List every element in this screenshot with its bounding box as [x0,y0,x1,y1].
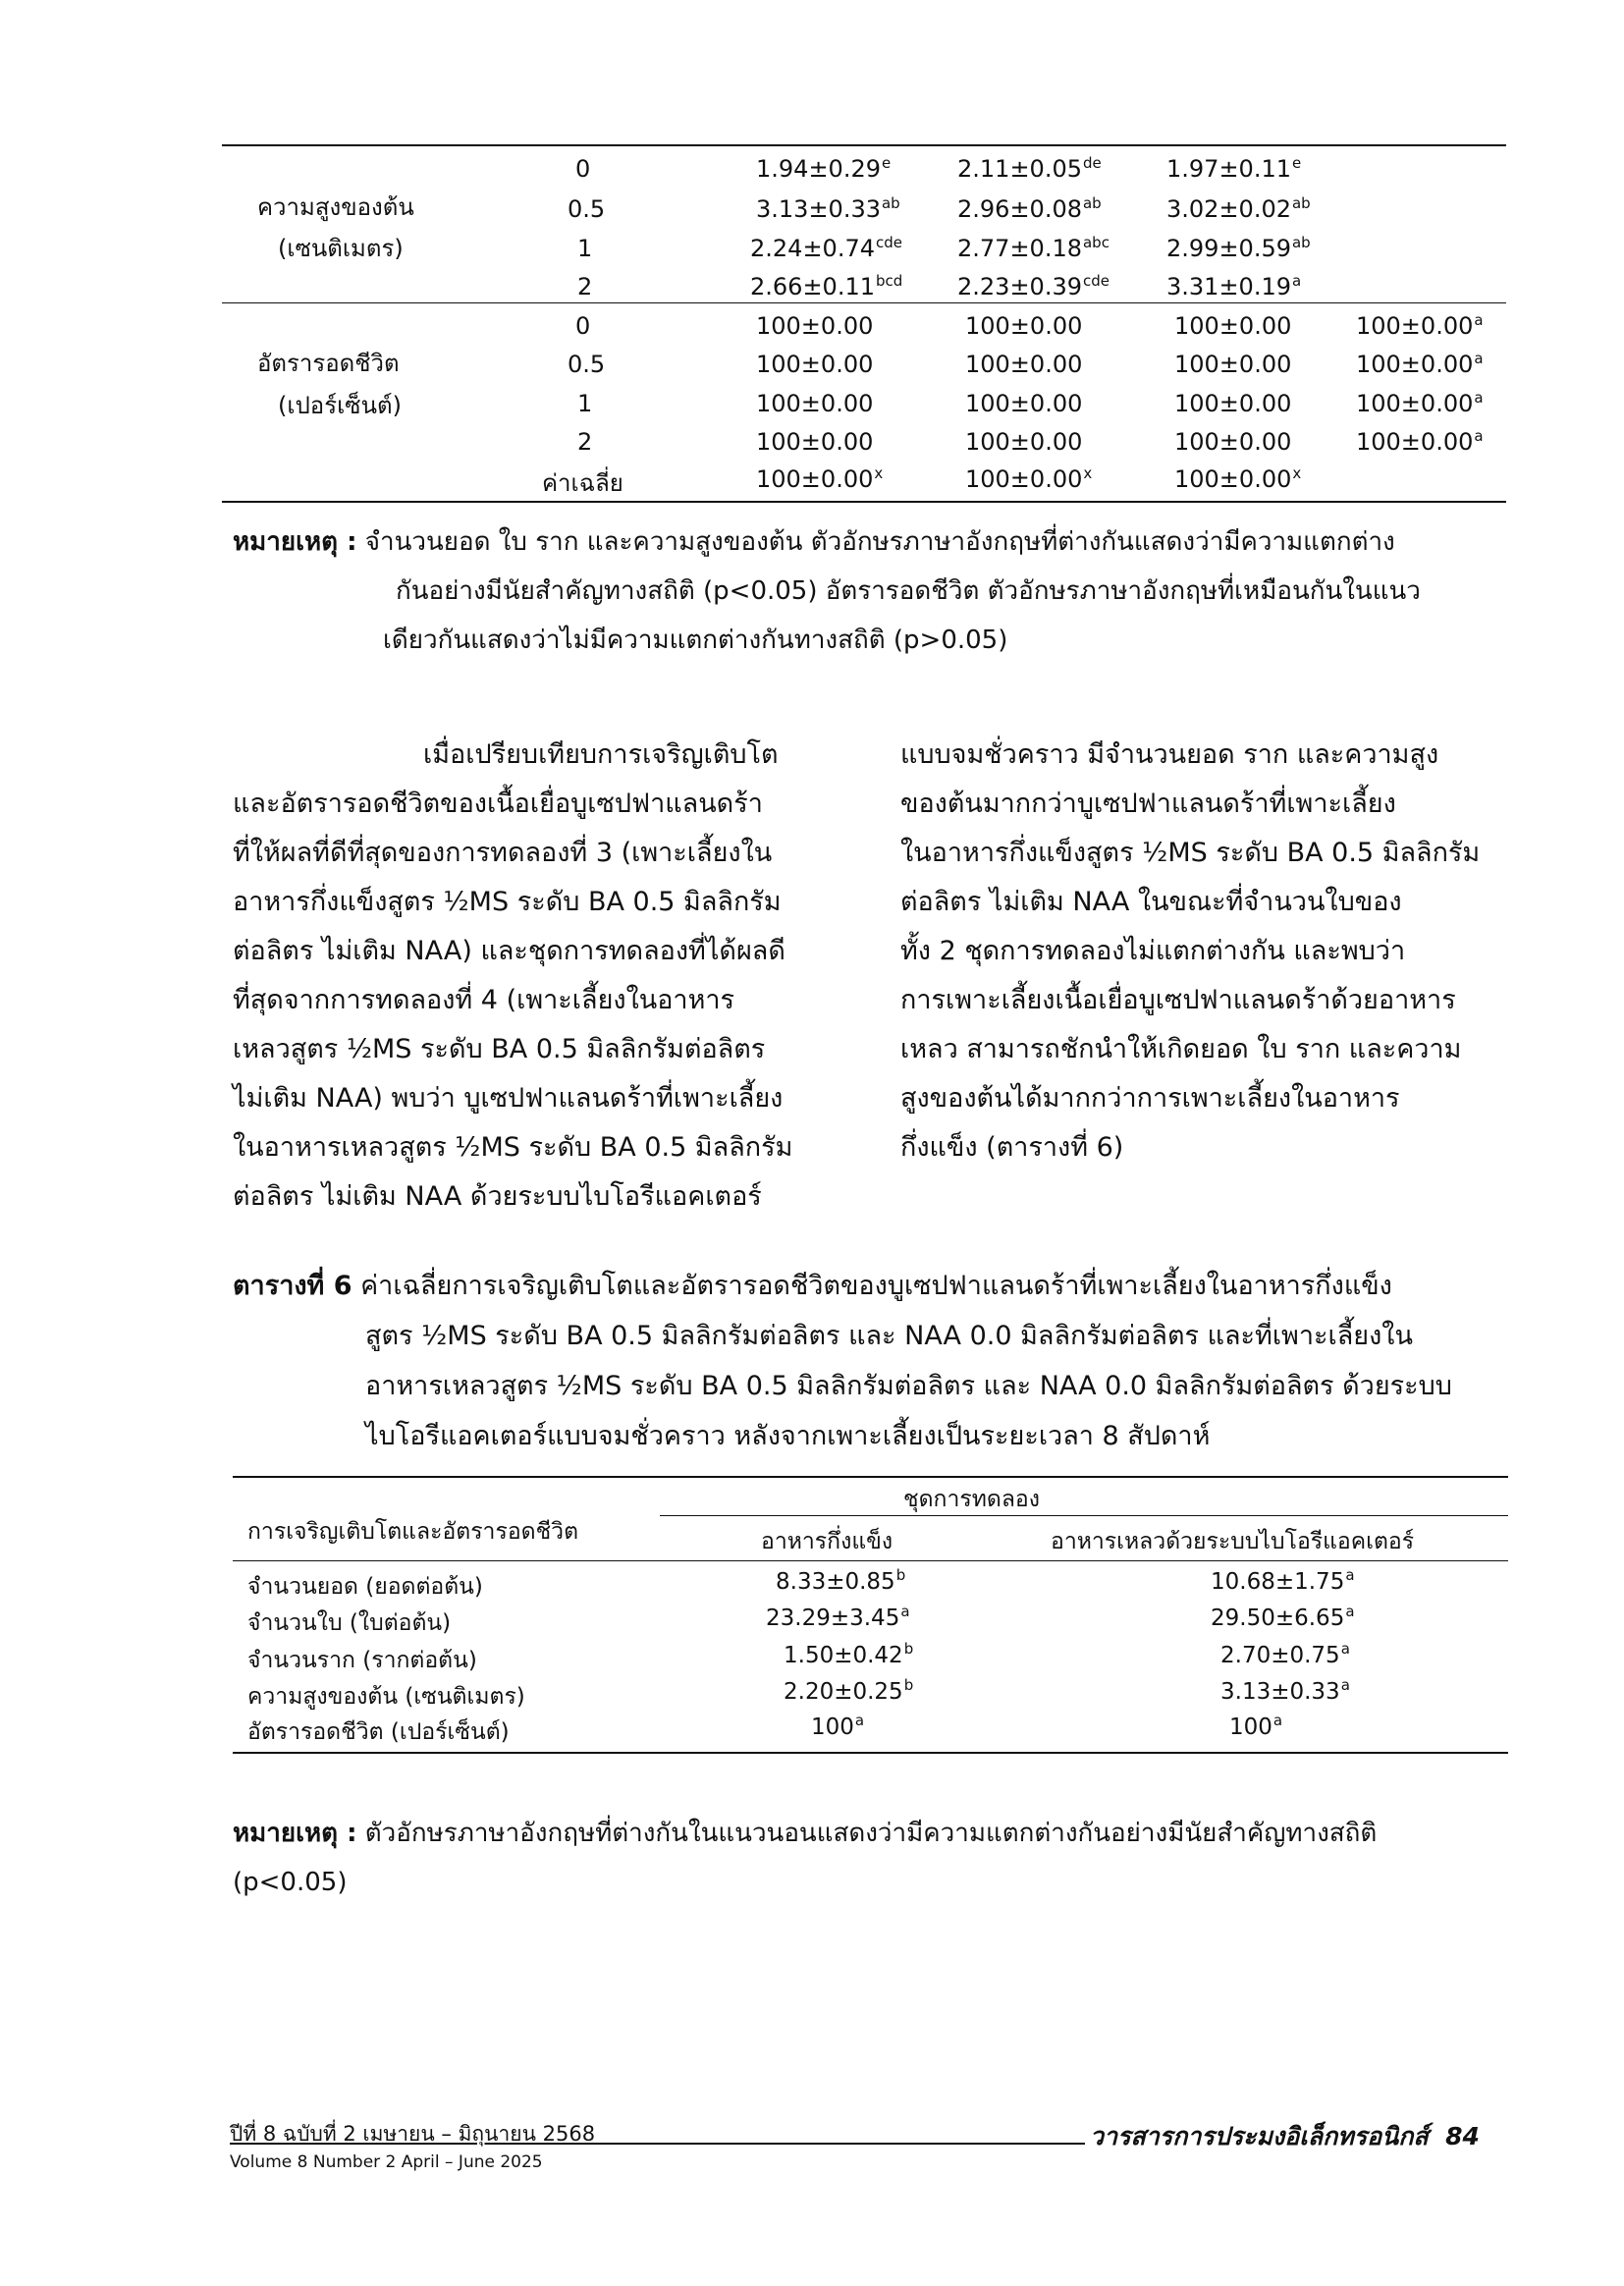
table5-value: 2.66±0.11$^{bcd}$ [750,272,903,300]
body-line: ในอาหารกึ่งแข็งสูตร ½MS ระดับ BA 0.5 มิลลิกรัม [900,838,1481,868]
table5-value: 1.97±0.11$^e$ [1166,154,1302,183]
table5-value: $100\pm 0.00^x$ [965,464,1093,493]
table5-value: 100±0.00 [965,390,1083,417]
table6-param: จำนวนใบ (ใบต่อต้น) [247,1610,452,1636]
table6-value: 100$^a$ [811,1712,865,1740]
caption-text: ไบโอรีแอคเตอร์แบบจมชั่วคราว หลังจากเพาะเลี้ยงเป็นระยะเวลา 8 สัปดาห์ [365,1421,1211,1451]
table6-header-param: การเจริญเติบโตและอัตรารอดชีวิต [247,1519,579,1545]
table6-value: 2.70±0.75$^a$ [1220,1640,1350,1668]
note-label: หมายเหตุ : [233,1819,357,1848]
body-line: เมื่อเปรียบเทียบการเจริญเติบโต [423,739,779,770]
table5-value: 2.77±0.18$^{abc}$ [957,234,1110,262]
body-line: เหลวสูตร ½MS ระดับ BA 0.5 มิลลิกรัมต่อลิตร [233,1034,766,1064]
note-text: (p<0.05) [233,1868,348,1897]
table5-value: 2.11±0.05de [957,154,1102,183]
footer-rule [589,2143,1085,2145]
body-line: ทั้ง 2 ชุดการทดลองไม่แตกต่างกัน และพบว่า [900,936,1406,966]
body-line: สูงของต้นได้มากกว่าการเพาะเลี้ยงในอาหาร [900,1083,1400,1114]
note-text: ตัวอักษรภาษาอังกฤษที่ต่างกันในแนวนอนแสดงว่ามีความแตกต่างกันอย่างมีนัยสำคัญทางสถิติ [364,1819,1378,1848]
body-column-left [233,731,822,1222]
table6-value: 8.33±0.85$^b$ [776,1566,906,1595]
table5-group-label: อัตรารอดชีวิต [257,350,400,377]
table6-value: 100$^a$ [1229,1712,1283,1740]
note-text: จำนวนยอด ใบ ราก และความสูงของต้น ตัวอักษรภาษาอังกฤษที่ต่างกันแสดงว่ามีความแตกต่าง [364,527,1395,557]
table6-header-col2: อาหารเหลวด้วยระบบไบโอรีแอคเตอร์ [1051,1529,1415,1554]
body-line: ต่อลิตร ไม่เติม NAA) และชุดการทดลองที่ได้ผลดี [233,936,785,966]
table6-param: ความสูงของต้น (เซนติเมตร) [247,1684,525,1710]
caption-text: สูตร ½MS ระดับ BA 0.5 มิลลิกรัมต่อลิตร และ NAA 0.0 มิลลิกรัมต่อลิตร และที่เพาะเลี้ยงใน [365,1321,1413,1351]
table5-level: 0 [575,312,591,340]
caption-text: ค่าเฉลี่ยการเจริญเติบโตและอัตรารอดชีวิตของบูเซปฟาแลนดร้าที่เพาะเลี้ยงในอาหารกึ่งแข็ง [360,1271,1392,1301]
table5-level: 0 [575,155,591,183]
table6-value: 1.50±0.42$^b$ [784,1640,914,1668]
table5-value: 100±0.00 [1174,351,1292,378]
body-line: ต่อลิตร ไม่เติม NAA ด้วยระบบไบโอรีแอคเตอร์ [233,1181,762,1212]
table5-value: 100±0.00$^a$ [1356,427,1484,456]
table6-header-group: ชุดการทดลอง [903,1487,1040,1512]
footer-journal [1090,2117,1480,2156]
table5-value: 100±0.00 [756,351,874,378]
table6-param: จำนวนราก (รากต่อต้น) [247,1648,477,1673]
footer-issue-th: ปีที่ 8 ฉบับที่ 2 เมษายน – มิถุนายน 2568 [230,2122,596,2146]
body-line: ในอาหารเหลวสูตร ½MS ระดับ BA 0.5 มิลลิกรัม [233,1132,793,1163]
table5-value: 100±0.00$^a$ [1356,350,1484,378]
table6-value: 2.20±0.25$^b$ [784,1676,914,1705]
table6-header-rule [233,1560,1508,1561]
note-label: หมายเหตุ : [233,527,357,557]
note-text: เดียวกันแสดงว่าไม่มีความแตกต่างกันทางสถิติ (p>0.05) [383,626,1008,655]
body-line: เหลว สามารถชักนำให้เกิดยอด ใบ ราก และความ [900,1034,1462,1064]
table5-level: 0.5 [568,351,606,378]
body-line: อาหารกึ่งแข็งสูตร ½MS ระดับ BA 0.5 มิลลิกรัม [233,887,782,917]
table5-value: $100\pm 0.00^x$ [756,464,884,493]
table6-param: อัตรารอดชีวิต (เปอร์เซ็นต์) [247,1719,510,1745]
table6-note [233,1809,1509,1907]
table5-level: 2 [577,428,593,456]
table5-level: 2 [577,273,593,300]
table6-value: 3.13±0.33$^a$ [1220,1676,1350,1705]
table5-value: 100±0.00 [965,428,1083,456]
body-line: ของต้นมากกว่าบูเซปฟาแลนดร้าที่เพาะเลี้ยง [900,789,1396,819]
table6-group-rule [660,1515,1508,1516]
table5-value: 100±0.00 [756,312,874,340]
table5-group-unit: (เซนติเมตร) [278,235,404,262]
table5-note [233,517,1499,665]
table5-value: 100±0.00 [1174,312,1292,340]
table5-divider [222,302,1506,303]
table6-caption-label: ตารางที่ 6 [233,1271,352,1301]
table5-level: 1 [577,390,593,417]
table5-value: 100±0.00 [1174,390,1292,417]
table6-header-col1: อาหารกึ่งแข็ง [761,1529,893,1554]
table5-value: 2.24±0.74$^{cde}$ [750,234,902,262]
footer-issue-en: Volume 8 Number 2 April – June 2025 [230,2152,543,2172]
body-line: และอัตรารอดชีวิตของเนื้อเยื่อบูเซปฟาแลนดร้า [233,789,763,819]
table5-value: 100±0.00 [965,312,1083,340]
table6-value: 10.68±1.75$^a$ [1211,1566,1355,1595]
table5-value: 2.99±0.59$^{ab}$ [1166,234,1311,262]
table5-group-label: ความสูงของต้น [257,193,414,221]
table5-value: 100±0.00$^a$ [1356,311,1484,340]
table5-value: 100±0.00 [965,351,1083,378]
table5-value: 100±0.00$^a$ [1356,389,1484,417]
table5-top-rule [222,144,1506,146]
body-line: ที่สุดจากการทดลองที่ 4 (เพาะเลี้ยงในอาหาร [233,985,735,1015]
caption-text: อาหารเหลวสูตร ½MS ระดับ BA 0.5 มิลลิกรัมต่อลิตร และ NAA 0.0 มิลลิกรัมต่อลิตร ด้วยระบบ [365,1371,1452,1401]
table6-caption [233,1261,1509,1461]
table6-top-rule [233,1476,1508,1478]
table5-level: 1 [577,235,593,262]
table5-value: 2.96±0.08$^{ab}$ [957,194,1102,223]
table5-value: 100±0.00 [756,390,874,417]
table5-value: 1.94±0.29$^e$ [756,154,892,183]
table5-value: 100±0.00 [756,428,874,456]
journal-title: วารสารการประมงอิเล็กทรอนิกส์ [1090,2122,1429,2150]
body-line: แบบจมชั่วคราว มีจำนวนยอด ราก และความสูง [900,739,1439,770]
table6-bottom-rule [233,1752,1508,1754]
table5-group-unit: (เปอร์เซ็นต์) [278,392,402,419]
page-number: 84 [1445,2122,1480,2150]
body-line: การเพาะเลี้ยงเนื้อเยื่อบูเซปฟาแลนดร้าด้วยอาหาร [900,985,1456,1015]
note-text: กันอย่างมีนัยสำคัญทางสถิติ (p<0.05) อัตรารอดชีวิต ตัวอักษรภาษาอังกฤษที่เหมือนกันในแนว [396,576,1421,606]
body-line: ต่อลิตร ไม่เติม NAA ในขณะที่จำนวนใบของ [900,887,1402,917]
table5-value: 3.13±0.33$^{ab}$ [756,194,900,223]
table5-value: 3.02±0.02$^{ab}$ [1166,194,1311,223]
body-line: ที่ให้ผลที่ดีที่สุดของการทดลองที่ 3 (เพาะเลี้ยงใน [233,838,773,868]
table5-value: 100±0.00 [1174,428,1292,456]
table6-value: 29.50±6.65$^a$ [1211,1603,1355,1631]
table5-bottom-rule [222,501,1506,503]
table6-value: 23.29±3.45$^a$ [766,1603,910,1631]
body-column-right [900,731,1509,1172]
table6-param: จำนวนยอด (ยอดต่อต้น) [247,1574,483,1600]
table5-value: 2.23±0.39$^{cde}$ [957,272,1110,300]
table5-value: 3.31±0.19$^a$ [1166,272,1302,300]
body-line: กึ่งแข็ง (ตารางที่ 6) [900,1132,1124,1163]
table5-level: 0.5 [568,195,606,223]
table5-value: $100\pm 0.00^x$ [1174,464,1302,493]
body-line: ไม่เติม NAA) พบว่า บูเซปฟาแลนดร้าที่เพาะเลี้ยง [233,1083,784,1114]
table5-level: ค่าเฉลี่ย [542,469,623,497]
